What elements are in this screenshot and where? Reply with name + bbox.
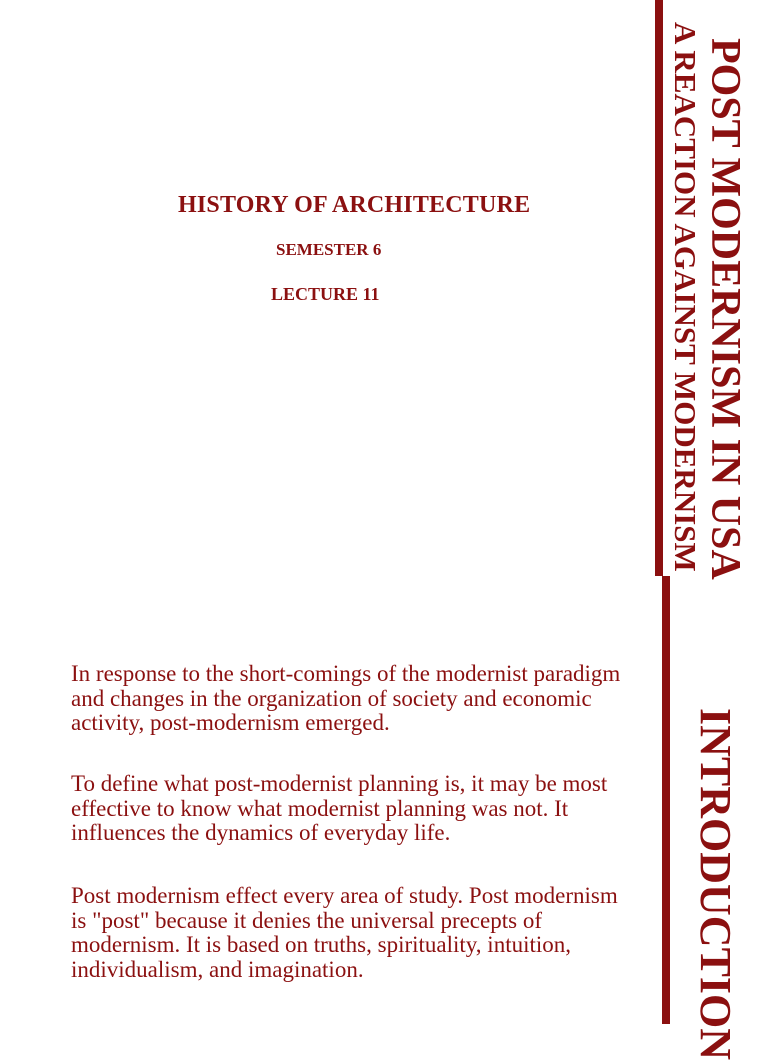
accent-bar-bottom [662, 576, 670, 1024]
sub-heading-vertical: A REACTION AGAINST MODERNISM [668, 22, 703, 572]
paragraph-effects: Post modernism effect every area of study. Post modernism is "post" because it denies the universal precepts of modernism. It is based on truths, spirituality, intuition, individualism, and imagination. [71, 883, 618, 982]
lecture-label: LECTURE 11 [271, 284, 380, 304]
course-title: HISTORY OF ARCHITECTURE [178, 192, 531, 218]
semester-label: SEMESTER 6 [276, 240, 382, 259]
accent-bar-top [655, 0, 663, 576]
paragraph-definition: To define what post-modernist planning is, it may be most effective to know what modernist planning was not. It influences the dynamics of everyday life. [71, 771, 608, 845]
paragraph-intro: In response to the short-comings of the modernist paradigm and changes in the organization of society and economic activity, post-modernism emerged. [71, 661, 621, 735]
section-heading-vertical: INTRODUCTION [691, 708, 740, 1060]
main-heading-vertical: POST MODERNISM IN USA [702, 38, 748, 580]
